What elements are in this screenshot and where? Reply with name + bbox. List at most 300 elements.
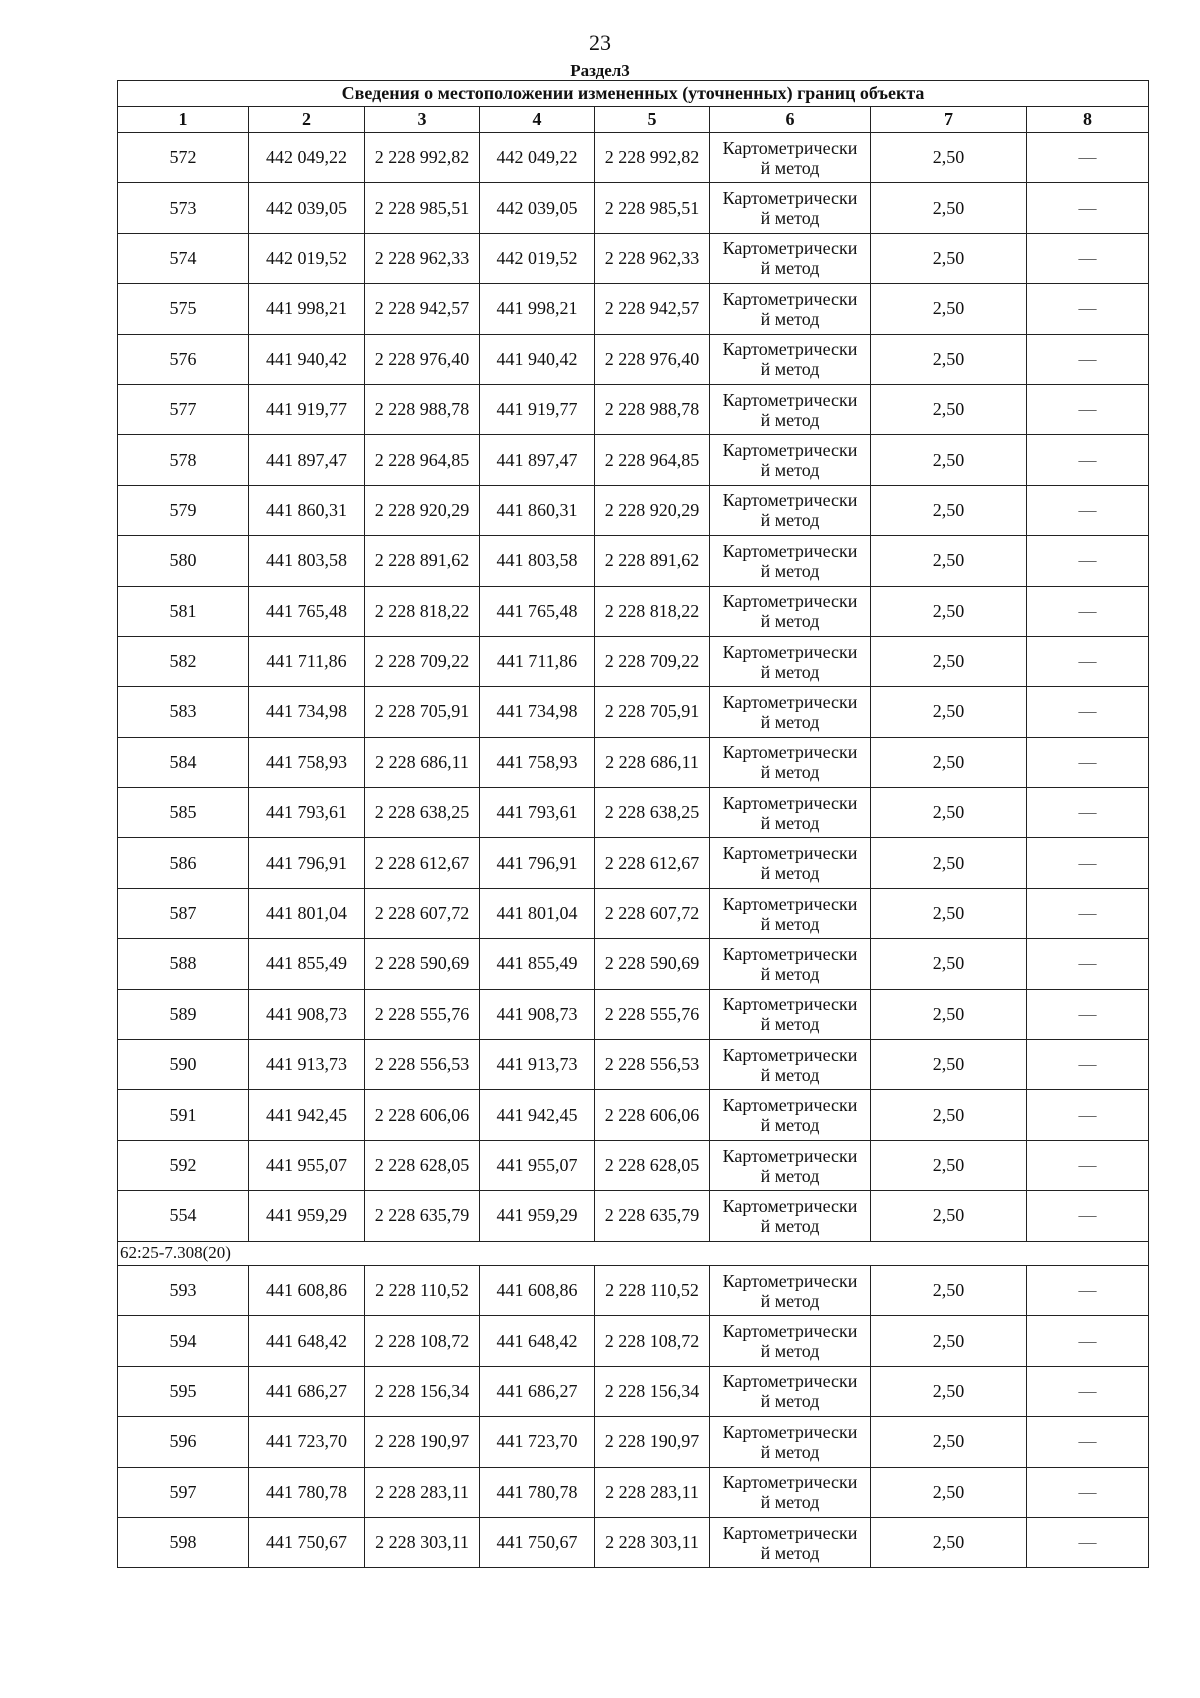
x-new-cell: 441 942,45 [480,1090,595,1140]
point-number-cell: 554 [118,1191,249,1241]
method-cell [710,636,871,686]
method-line-1: Картометрически [722,1095,858,1116]
method-line-1: Картометрически [722,540,858,561]
note-cell: — [1027,536,1149,586]
accuracy-cell: 2,50 [871,1517,1027,1567]
method-cell [710,1191,871,1241]
y-new-cell: 2 228 555,76 [595,989,710,1039]
accuracy-cell: 2,50 [871,485,1027,535]
y-old-cell: 2 228 556,53 [365,1040,480,1090]
table-row [118,435,1149,485]
note-cell: — [1027,838,1149,888]
method-cell [710,939,871,989]
y-new-cell: 2 228 942,57 [595,284,710,334]
x-new-cell: 441 959,29 [480,1191,595,1241]
y-old-cell: 2 228 686,11 [365,737,480,787]
method-cell [710,788,871,838]
y-new-cell: 2 228 988,78 [595,384,710,434]
point-number-cell: 583 [118,687,249,737]
y-new-cell: 2 228 705,91 [595,687,710,737]
note-cell: — [1027,233,1149,283]
table-row [118,1265,1149,1315]
note-cell: — [1027,334,1149,384]
method-line-1: Картометрически [722,943,858,964]
method-line-1: Картометрически [722,1371,858,1392]
x-new-cell: 441 919,77 [480,384,595,434]
y-old-cell: 2 228 108,72 [365,1316,480,1366]
accuracy-cell: 2,50 [871,788,1027,838]
x-new-cell: 441 686,27 [480,1366,595,1416]
accuracy-cell: 2,50 [871,989,1027,1039]
method-cell [710,737,871,787]
accuracy-cell: 2,50 [871,1040,1027,1090]
x-new-cell: 442 039,05 [480,183,595,233]
x-old-cell: 441 959,29 [249,1191,365,1241]
x-old-cell: 441 723,70 [249,1417,365,1467]
y-new-cell: 2 228 976,40 [595,334,710,384]
note-cell: — [1027,1417,1149,1467]
y-new-cell: 2 228 709,22 [595,636,710,686]
table-row [118,1140,1149,1190]
table-caption: Сведения о местоположении измененных (уточненных) границ объекта [118,81,1149,107]
x-new-cell: 441 796,91 [480,838,595,888]
method-line-2: й метод [760,1492,820,1513]
method-line-1: Картометрически [722,1270,858,1291]
note-cell: — [1027,687,1149,737]
x-old-cell: 441 796,91 [249,838,365,888]
y-old-cell: 2 228 156,34 [365,1366,480,1416]
method-line-2: й метод [760,208,820,229]
x-old-cell: 442 039,05 [249,183,365,233]
method-line-1: Картометрически [722,641,858,662]
method-cell [710,687,871,737]
method-line-1: Картометрически [722,591,858,612]
accuracy-cell: 2,50 [871,1090,1027,1140]
table-row [118,586,1149,636]
point-number-cell: 585 [118,788,249,838]
x-old-cell: 441 955,07 [249,1140,365,1190]
y-new-cell: 2 228 283,11 [595,1467,710,1517]
x-new-cell: 441 723,70 [480,1417,595,1467]
method-line-1: Картометрически [722,792,858,813]
column-number: 8 [1027,107,1149,133]
x-old-cell: 442 019,52 [249,233,365,283]
method-line-1: Картометрически [722,188,858,209]
x-new-cell: 441 750,67 [480,1517,595,1567]
note-cell: — [1027,485,1149,535]
table-row [118,636,1149,686]
method-line-2: й метод [760,1064,820,1085]
y-new-cell: 2 228 612,67 [595,838,710,888]
point-number-cell: 574 [118,233,249,283]
table-row [118,687,1149,737]
x-old-cell: 441 855,49 [249,939,365,989]
point-number-cell: 581 [118,586,249,636]
y-new-cell: 2 228 108,72 [595,1316,710,1366]
method-line-2: й метод [760,1391,820,1412]
column-number: 3 [365,107,480,133]
note-cell: — [1027,1316,1149,1366]
method-line-2: й метод [760,863,820,884]
point-number-cell: 592 [118,1140,249,1190]
note-cell: — [1027,939,1149,989]
y-old-cell: 2 228 606,06 [365,1090,480,1140]
table-row [118,737,1149,787]
x-new-cell: 441 998,21 [480,284,595,334]
method-line-1: Картометрически [722,1522,858,1543]
note-cell: — [1027,284,1149,334]
method-cell [710,1517,871,1567]
accuracy-cell: 2,50 [871,334,1027,384]
table-row [118,1467,1149,1517]
point-number-cell: 573 [118,183,249,233]
y-new-cell: 2 228 686,11 [595,737,710,787]
x-old-cell: 442 049,22 [249,133,365,183]
y-old-cell: 2 228 985,51 [365,183,480,233]
point-number-cell: 597 [118,1467,249,1517]
point-number-cell: 576 [118,334,249,384]
method-line-2: й метод [760,913,820,934]
y-old-cell: 2 228 964,85 [365,435,480,485]
note-cell: — [1027,1040,1149,1090]
x-new-cell: 441 940,42 [480,334,595,384]
column-number: 1 [118,107,249,133]
y-new-cell: 2 228 985,51 [595,183,710,233]
point-number-cell: 584 [118,737,249,787]
x-old-cell: 441 793,61 [249,788,365,838]
method-line-2: й метод [760,963,820,984]
method-cell [710,1040,871,1090]
table-row [118,133,1149,183]
x-new-cell: 441 608,86 [480,1265,595,1315]
method-line-2: й метод [760,711,820,732]
method-line-1: Картометрически [722,893,858,914]
table-row [118,1191,1149,1241]
method-cell [710,1467,871,1517]
note-cell: — [1027,133,1149,183]
x-old-cell: 441 648,42 [249,1316,365,1366]
x-old-cell: 441 711,86 [249,636,365,686]
y-old-cell: 2 228 992,82 [365,133,480,183]
x-new-cell: 441 711,86 [480,636,595,686]
note-cell: — [1027,586,1149,636]
accuracy-cell: 2,50 [871,183,1027,233]
method-cell [710,183,871,233]
x-new-cell: 441 897,47 [480,435,595,485]
method-line-2: й метод [760,1165,820,1186]
method-line-2: й метод [760,1542,820,1563]
x-new-cell: 441 908,73 [480,989,595,1039]
accuracy-cell: 2,50 [871,1467,1027,1517]
method-line-1: Картометрически [722,1044,858,1065]
x-new-cell: 441 855,49 [480,939,595,989]
note-cell: — [1027,737,1149,787]
method-cell [710,1417,871,1467]
x-old-cell: 441 734,98 [249,687,365,737]
note-cell: — [1027,1366,1149,1416]
accuracy-cell: 2,50 [871,1316,1027,1366]
accuracy-cell: 2,50 [871,737,1027,787]
table-row [118,485,1149,535]
accuracy-cell: 2,50 [871,636,1027,686]
point-number-cell: 586 [118,838,249,888]
table-row [118,939,1149,989]
method-line-1: Картометрически [722,490,858,511]
method-cell [710,888,871,938]
x-new-cell: 441 803,58 [480,536,595,586]
method-line-1: Картометрически [722,1421,858,1442]
method-line-1: Картометрически [722,742,858,763]
y-new-cell: 2 228 628,05 [595,1140,710,1190]
table-row [118,384,1149,434]
x-old-cell: 441 765,48 [249,586,365,636]
y-old-cell: 2 228 555,76 [365,989,480,1039]
x-old-cell: 441 608,86 [249,1265,365,1315]
table-row [118,989,1149,1039]
y-old-cell: 2 228 891,62 [365,536,480,586]
method-line-2: й метод [760,409,820,430]
method-line-1: Картометрически [722,1145,858,1166]
point-number-cell: 582 [118,636,249,686]
y-old-cell: 2 228 635,79 [365,1191,480,1241]
accuracy-cell: 2,50 [871,888,1027,938]
table-row [118,838,1149,888]
y-old-cell: 2 228 612,67 [365,838,480,888]
table-row [118,536,1149,586]
point-number-cell: 590 [118,1040,249,1090]
method-line-1: Картометрически [722,1321,858,1342]
y-old-cell: 2 228 976,40 [365,334,480,384]
y-new-cell: 2 228 190,97 [595,1417,710,1467]
method-line-2: й метод [760,1115,820,1136]
y-old-cell: 2 228 638,25 [365,788,480,838]
point-number-cell: 594 [118,1316,249,1366]
method-cell [710,1366,871,1416]
x-old-cell: 441 913,73 [249,1040,365,1090]
note-cell: — [1027,788,1149,838]
point-number-cell: 578 [118,435,249,485]
y-old-cell: 2 228 962,33 [365,233,480,283]
x-new-cell: 441 734,98 [480,687,595,737]
method-cell [710,1316,871,1366]
table-row [118,1090,1149,1140]
point-number-cell: 572 [118,133,249,183]
point-number-cell: 575 [118,284,249,334]
column-number-row [118,107,1149,133]
method-line-2: й метод [760,308,820,329]
y-old-cell: 2 228 942,57 [365,284,480,334]
table-row [118,1316,1149,1366]
method-line-1: Картометрически [722,1472,858,1493]
method-cell [710,989,871,1039]
note-cell: — [1027,183,1149,233]
method-line-1: Картометрически [722,994,858,1015]
method-line-1: Картометрически [722,691,858,712]
accuracy-cell: 2,50 [871,838,1027,888]
accuracy-cell: 2,50 [871,233,1027,283]
x-old-cell: 441 780,78 [249,1467,365,1517]
y-old-cell: 2 228 920,29 [365,485,480,535]
y-new-cell: 2 228 962,33 [595,233,710,283]
method-line-2: й метод [760,1215,820,1236]
table-row [118,1040,1149,1090]
y-old-cell: 2 228 705,91 [365,687,480,737]
note-cell: — [1027,888,1149,938]
table-row [118,1517,1149,1567]
y-new-cell: 2 228 920,29 [595,485,710,535]
x-new-cell: 442 049,22 [480,133,595,183]
method-line-2: й метод [760,258,820,279]
point-number-cell: 588 [118,939,249,989]
y-new-cell: 2 228 818,22 [595,586,710,636]
point-number-cell: 598 [118,1517,249,1567]
method-line-2: й метод [760,1441,820,1462]
point-number-cell: 580 [118,536,249,586]
y-new-cell: 2 228 635,79 [595,1191,710,1241]
method-line-1: Картометрически [722,389,858,410]
accuracy-cell: 2,50 [871,1140,1027,1190]
method-cell [710,384,871,434]
note-cell: — [1027,636,1149,686]
method-cell [710,233,871,283]
column-number: 4 [480,107,595,133]
method-line-2: й метод [760,460,820,481]
note-cell: — [1027,1265,1149,1315]
point-number-cell: 589 [118,989,249,1039]
y-new-cell: 2 228 607,72 [595,888,710,938]
table-row [118,334,1149,384]
y-new-cell: 2 228 590,69 [595,939,710,989]
parcel-group-label: 62:25-7.308(20) [118,1241,1149,1265]
y-old-cell: 2 228 110,52 [365,1265,480,1315]
y-old-cell: 2 228 190,97 [365,1417,480,1467]
table-row [118,233,1149,283]
accuracy-cell: 2,50 [871,435,1027,485]
y-old-cell: 2 228 283,11 [365,1467,480,1517]
method-line-1: Картометрически [722,137,858,158]
method-line-2: й метод [760,510,820,531]
method-line-1: Картометрически [722,339,858,360]
accuracy-cell: 2,50 [871,536,1027,586]
x-new-cell: 441 860,31 [480,485,595,535]
x-old-cell: 441 897,47 [249,435,365,485]
y-old-cell: 2 228 818,22 [365,586,480,636]
y-new-cell: 2 228 992,82 [595,133,710,183]
method-line-2: й метод [760,812,820,833]
point-number-cell: 596 [118,1417,249,1467]
method-line-1: Картометрически [722,238,858,259]
column-number: 2 [249,107,365,133]
method-cell [710,284,871,334]
x-old-cell: 441 908,73 [249,989,365,1039]
point-number-cell: 587 [118,888,249,938]
y-old-cell: 2 228 590,69 [365,939,480,989]
accuracy-cell: 2,50 [871,284,1027,334]
note-cell: — [1027,435,1149,485]
accuracy-cell: 2,50 [871,939,1027,989]
y-new-cell: 2 228 606,06 [595,1090,710,1140]
note-cell: — [1027,384,1149,434]
method-line-2: й метод [760,661,820,682]
method-line-2: й метод [760,1014,820,1035]
note-cell: — [1027,1191,1149,1241]
boundary-coordinates-table [117,80,1149,1568]
x-old-cell: 441 860,31 [249,485,365,535]
x-old-cell: 441 801,04 [249,888,365,938]
column-number: 7 [871,107,1027,133]
note-cell: — [1027,1140,1149,1190]
y-new-cell: 2 228 638,25 [595,788,710,838]
y-old-cell: 2 228 303,11 [365,1517,480,1567]
method-line-2: й метод [760,611,820,632]
method-line-2: й метод [760,157,820,178]
x-new-cell: 441 758,93 [480,737,595,787]
method-cell [710,435,871,485]
method-cell [710,133,871,183]
x-old-cell: 441 998,21 [249,284,365,334]
accuracy-cell: 2,50 [871,1191,1027,1241]
method-cell [710,1090,871,1140]
table-row [118,183,1149,233]
x-old-cell: 441 942,45 [249,1090,365,1140]
y-old-cell: 2 228 988,78 [365,384,480,434]
accuracy-cell: 2,50 [871,1366,1027,1416]
y-old-cell: 2 228 628,05 [365,1140,480,1190]
accuracy-cell: 2,50 [871,687,1027,737]
y-new-cell: 2 228 110,52 [595,1265,710,1315]
method-line-1: Картометрически [722,843,858,864]
table-row [118,284,1149,334]
table-row [118,1366,1149,1416]
note-cell: — [1027,989,1149,1039]
x-new-cell: 441 793,61 [480,788,595,838]
x-new-cell: 441 913,73 [480,1040,595,1090]
method-line-2: й метод [760,762,820,783]
column-number: 5 [595,107,710,133]
point-number-cell: 579 [118,485,249,535]
point-number-cell: 591 [118,1090,249,1140]
x-old-cell: 441 940,42 [249,334,365,384]
y-old-cell: 2 228 607,72 [365,888,480,938]
x-old-cell: 441 758,93 [249,737,365,787]
method-cell [710,838,871,888]
method-cell [710,586,871,636]
x-new-cell: 442 019,52 [480,233,595,283]
x-old-cell: 441 803,58 [249,536,365,586]
y-new-cell: 2 228 156,34 [595,1366,710,1416]
x-new-cell: 441 801,04 [480,888,595,938]
x-old-cell: 441 686,27 [249,1366,365,1416]
table-row [118,1417,1149,1467]
y-new-cell: 2 228 964,85 [595,435,710,485]
method-line-1: Картометрически [722,440,858,461]
y-new-cell: 2 228 891,62 [595,536,710,586]
method-cell [710,334,871,384]
page-number: 23 [589,30,611,55]
method-line-2: й метод [760,1290,820,1311]
accuracy-cell: 2,50 [871,1417,1027,1467]
method-cell [710,536,871,586]
y-old-cell: 2 228 709,22 [365,636,480,686]
method-cell [710,1140,871,1190]
method-cell [710,1265,871,1315]
accuracy-cell: 2,50 [871,1265,1027,1315]
method-line-1: Картометрически [722,288,858,309]
x-new-cell: 441 648,42 [480,1316,595,1366]
note-cell: — [1027,1467,1149,1517]
table-row [118,888,1149,938]
section-title: Раздел3 [570,61,630,80]
